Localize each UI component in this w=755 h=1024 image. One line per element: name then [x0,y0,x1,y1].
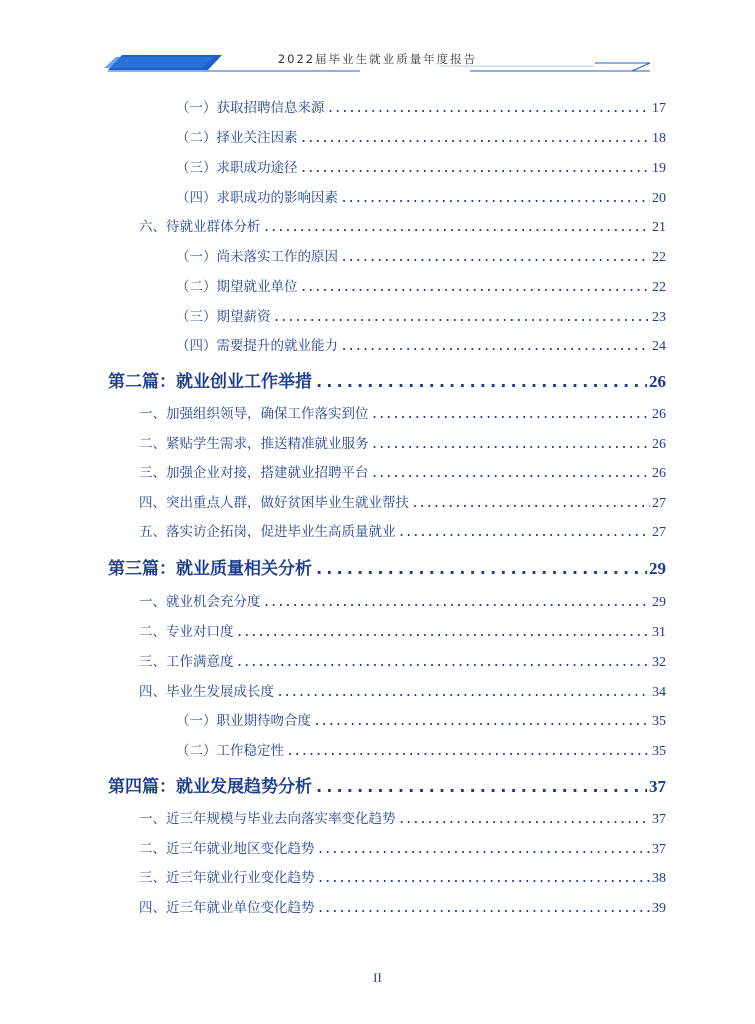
toc-entry[interactable] [139,215,666,236]
toc-entry-page: 26 [652,437,666,452]
toc-leader-dots [398,811,651,827]
toc-entry[interactable] [176,156,666,177]
toc-entry-title: （一）职业期待吻合度 [176,713,311,729]
toc-entry-page: 37 [652,842,666,857]
toc-entry-page: 18 [652,131,666,146]
toc-leader-dots [340,338,650,354]
toc-entry-title: 第四篇：就业发展趋势分析 [108,777,312,797]
toc-leader-dots [314,559,647,579]
toc-entry-title: （四）需要提升的就业能力 [176,338,338,354]
toc-entry[interactable] [108,367,666,392]
toc-leader-dots [286,743,650,759]
toc-entry[interactable] [139,402,666,423]
toc-entry[interactable] [139,520,666,541]
toc-entry[interactable] [139,866,666,887]
report-title: 2022届毕业生就业质量年度报告 [277,52,478,66]
toc-leader-dots [236,624,651,640]
toc-entry[interactable] [139,896,666,917]
toc-entry-page: 39 [652,901,666,916]
toc-leader-dots [273,309,651,325]
toc-leader-dots [398,524,651,540]
toc-entry[interactable] [108,772,666,797]
toc-entry-page: 26 [652,407,666,422]
toc-entry[interactable] [176,275,666,296]
toc-entry[interactable] [139,620,666,641]
toc-entry-title: （二）期望就业单位 [176,279,298,295]
toc-entry-page: 19 [652,161,666,176]
toc-entry[interactable] [176,305,666,326]
header-banner-graphic [0,0,755,80]
toc-leader-dots [300,160,651,176]
toc-leader-dots [300,130,651,146]
toc-entry[interactable] [176,186,666,207]
toc-entry-page: 37 [649,777,666,796]
page-number: II [373,970,382,985]
toc-entry-title: 五、落实访企拓岗，促进毕业生高质量就业 [139,524,396,540]
toc-entry-page: 24 [652,339,666,354]
toc-entry[interactable] [176,96,666,117]
toc-entry-title: 四、突出重点人群，做好贫困毕业生就业帮扶 [139,495,409,511]
toc-entry[interactable] [139,837,666,858]
toc-entry-title: （四）求职成功的影响因素 [176,190,338,206]
toc-entry-page: 17 [652,101,666,116]
toc-entry-page: 22 [652,250,666,265]
toc-entry-title: （二）工作稳定性 [176,743,284,759]
toc-entry-page: 21 [652,220,666,235]
toc-leader-dots [236,654,651,670]
toc-entry-page: 35 [652,744,666,759]
toc-entry-title: （三）期望薪资 [176,309,271,325]
toc-leader-dots [371,436,651,452]
toc-entry-title: 三、加强企业对接，搭建就业招聘平台 [139,465,369,481]
toc-entry-title: （三）求职成功途径 [176,160,298,176]
toc-entry[interactable] [139,680,666,701]
toc-entry[interactable] [139,432,666,453]
toc-entry-title: （一）尚未落实工作的原因 [176,249,338,265]
toc-leader-dots [314,777,647,797]
toc-entry[interactable] [176,739,666,760]
toc-leader-dots [313,713,650,729]
toc-entry[interactable] [139,491,666,512]
toc-leader-dots [263,219,651,235]
toc-leader-dots [317,900,651,916]
toc-entry-page: 29 [652,595,666,610]
toc-entry-page: 37 [652,812,666,827]
toc-entry-title: 六、待就业群体分析 [139,219,261,235]
toc-entry[interactable] [139,807,666,828]
toc-entry[interactable] [139,590,666,611]
toc-entry[interactable] [139,650,666,671]
toc-entry-title: 二、专业对口度 [139,624,234,640]
toc-leader-dots [340,249,650,265]
toc-entry-page: 38 [652,871,666,886]
toc-entry-page: 27 [652,525,666,540]
toc-entry-title: 四、近三年就业单位变化趋势 [139,900,315,916]
toc-leader-dots [411,495,650,511]
toc-entry-title: 二、近三年就业地区变化趋势 [139,841,315,857]
toc-leader-dots [276,684,650,700]
toc-entry-title: 一、就业机会充分度 [139,594,261,610]
toc-entry[interactable] [176,245,666,266]
toc-entry-title: 一、加强组织领导，确保工作落实到位 [139,406,369,422]
toc-entry-page: 32 [652,655,666,670]
toc-leader-dots [317,870,651,886]
toc-entry-title: 第二篇：就业创业工作举措 [108,372,312,392]
toc-entry-page: 26 [652,466,666,481]
toc-entry-page: 20 [652,191,666,206]
toc-entry-title: （二）择业关注因素 [176,130,298,146]
toc-entry-page: 31 [652,625,666,640]
toc-entry-title: 二、紧贴学生需求，推送精准就业服务 [139,436,369,452]
toc-entry[interactable] [108,554,666,579]
toc-entry[interactable] [176,709,666,730]
toc-entry-title: 一、近三年规模与毕业去向落实率变化趋势 [139,811,396,827]
toc-entry-page: 34 [652,685,666,700]
toc-entry-page: 26 [649,372,666,391]
toc-entry-title: 三、近三年就业行业变化趋势 [139,870,315,886]
toc-entry-title: （一）获取招聘信息来源 [176,100,325,116]
toc-leader-dots [371,465,651,481]
toc-leader-dots [317,841,651,857]
toc-leader-dots [314,372,647,392]
toc-entry-page: 22 [652,280,666,295]
toc-entry-page: 29 [649,559,666,578]
toc-entry-title: 三、工作满意度 [139,654,234,670]
toc-entry-page: 27 [652,496,666,511]
toc-entry[interactable] [176,334,666,355]
toc-leader-dots [371,406,651,422]
toc-leader-dots [327,100,651,116]
page-header [0,0,755,80]
toc-entry-page: 23 [652,310,666,325]
toc-leader-dots [300,279,651,295]
toc-leader-dots [340,190,650,206]
toc-entry-title: 四、毕业生发展成长度 [139,684,274,700]
toc-entry-page: 35 [652,714,666,729]
toc-leader-dots [263,594,651,610]
toc-entry[interactable] [139,461,666,482]
toc-entry-title: 第三篇：就业质量相关分析 [108,559,312,579]
toc-entry[interactable] [176,126,666,147]
